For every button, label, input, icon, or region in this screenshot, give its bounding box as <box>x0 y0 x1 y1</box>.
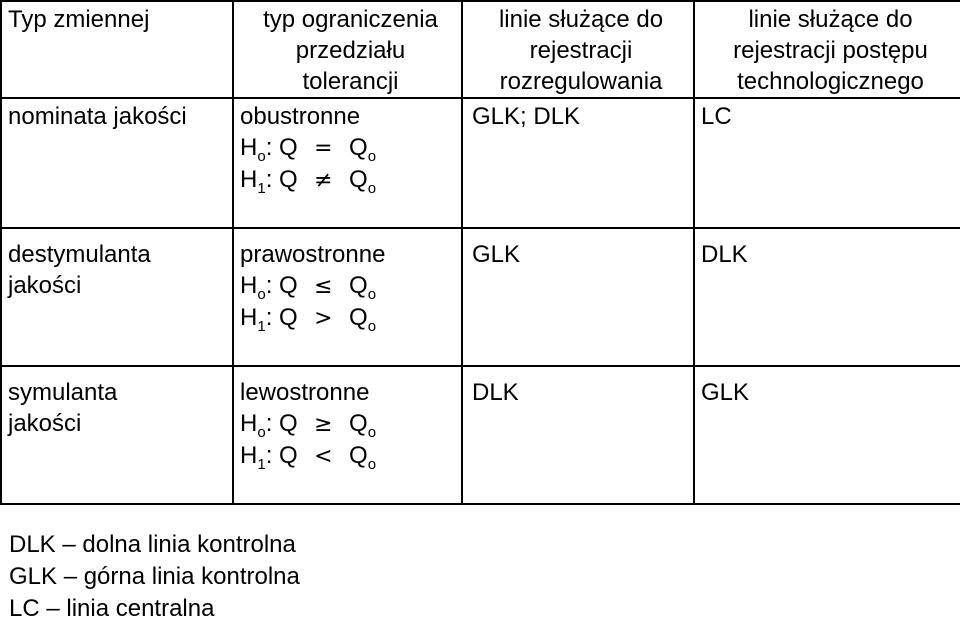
lines-deregulation: DLK <box>472 379 519 406</box>
lines-progress: GLK <box>701 379 750 406</box>
variable-type: destymulanta <box>8 241 151 268</box>
lines-progress-cell <box>694 98 960 228</box>
lines-progress: DLK <box>701 241 748 268</box>
variable-type-cell <box>1 98 233 228</box>
header-text: linie służące do <box>498 6 664 33</box>
hypothesis-h0: $H_o$: $Q \ge Q_o$ <box>240 410 377 441</box>
legend-item-glk: GLK – górna linia kontrolna <box>9 563 300 590</box>
header-variable-type <box>1 1 233 98</box>
variable-type: nominata jakości <box>8 103 187 130</box>
header-text: rejestracji <box>529 37 633 64</box>
legend-item-lc: LC – linia centralna <box>9 595 215 622</box>
hypothesis-h1: $H_1$: $Q < Q_o$ <box>240 442 377 473</box>
table-row <box>1 228 960 366</box>
header-text: Typ zmiennej <box>8 6 150 33</box>
legend-item-dlk: DLK – dolna linia kontrolna <box>9 531 296 558</box>
legend <box>9 529 300 625</box>
header-text: technologicznego <box>737 68 924 95</box>
table-header-row <box>1 1 960 98</box>
variable-type: jakości <box>8 410 82 437</box>
relation-symbol: ≠ <box>314 168 333 193</box>
lines-progress-cell <box>694 228 960 366</box>
relation-symbol: ≤ <box>314 274 333 299</box>
lines-deregulation-cell <box>462 98 694 228</box>
hypothesis-h1: $H_1$: $Q \ne Q_o$ <box>240 166 377 197</box>
table-row <box>1 366 960 504</box>
hypothesis-h0: $H_o$: $Q \le Q_o$ <box>240 272 377 303</box>
relation-symbol: = <box>314 136 333 161</box>
lines-progress: LC <box>701 103 732 130</box>
lines-deregulation-cell <box>462 228 694 366</box>
relation-symbol: > <box>314 306 333 331</box>
lines-deregulation-cell <box>462 366 694 504</box>
variable-type: jakości <box>8 272 82 299</box>
restriction-type: lewostronne <box>240 379 370 406</box>
relation-symbol: < <box>314 444 333 469</box>
relation-symbol: ≥ <box>314 412 333 437</box>
restriction-cell <box>233 98 462 228</box>
header-text: przedziału <box>295 37 406 64</box>
header-text: tolerancji <box>302 68 399 95</box>
table-row <box>1 98 960 228</box>
header-text: rejestracji postępu <box>733 37 928 64</box>
header-lines-deregulation <box>462 1 694 98</box>
variable-type-cell <box>1 366 233 504</box>
restriction-cell <box>233 228 462 366</box>
variable-type-cell <box>1 228 233 366</box>
restriction-type: obustronne <box>240 103 361 130</box>
lines-deregulation: GLK <box>472 241 521 268</box>
header-text: typ ograniczenia <box>263 6 438 33</box>
variable-type: symulanta <box>8 379 118 406</box>
header-text: linie służące do <box>748 6 913 33</box>
restriction-cell <box>233 366 462 504</box>
restriction-type: prawostronne <box>240 241 386 268</box>
header-restriction-type <box>233 1 462 98</box>
lines-progress-cell <box>694 366 960 504</box>
header-lines-progress <box>694 1 960 98</box>
hypothesis-h1: $H_1$: $Q > Q_o$ <box>240 304 377 335</box>
lines-deregulation: GLK; DLK <box>472 103 581 130</box>
header-text: rozregulowania <box>499 68 663 95</box>
hypothesis-h0: $H_o$: $Q = Q_o$ <box>240 134 377 165</box>
